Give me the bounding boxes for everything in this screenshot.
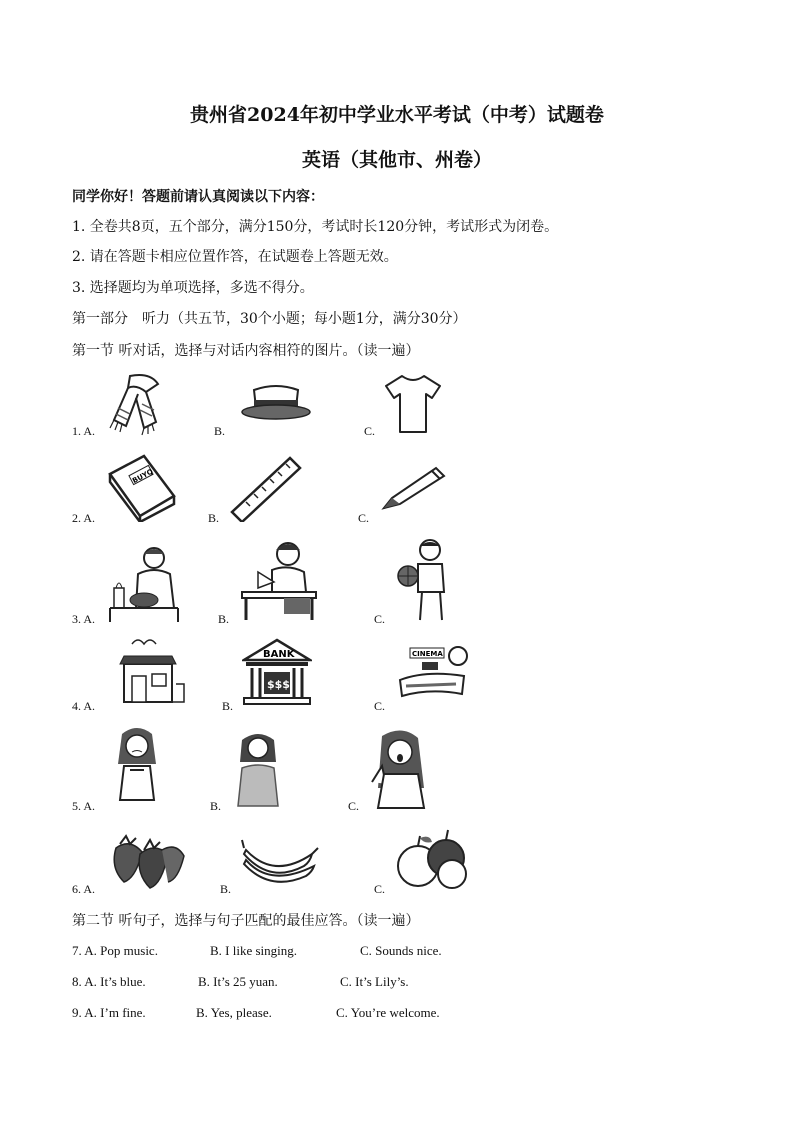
q3-label: 3. A. — [72, 612, 96, 626]
q1-option-b: B. — [214, 424, 226, 438]
page-title: 贵州省2024年初中学业水平考试（中考）试题卷 — [190, 104, 604, 126]
instruction-item: 3. 选择题均为单项选择，多选不得分。 — [72, 280, 314, 296]
q5-option-b: B. — [210, 799, 222, 813]
q3-option-c: C. — [374, 612, 386, 626]
tshirt-icon — [384, 372, 442, 436]
book-icon — [104, 452, 178, 522]
book-cover-label: BUYQ — [131, 467, 155, 485]
bank-icon — [242, 638, 312, 706]
pencil-icon — [378, 462, 450, 512]
girl-icon — [232, 728, 284, 808]
q1-label: 1. A. — [72, 424, 96, 438]
bank-sign: BANK — [263, 649, 295, 660]
strawberries-icon — [106, 828, 186, 892]
shop-icon — [110, 636, 186, 706]
q5-label: 5. A. — [72, 799, 96, 813]
section1-heading: 第一节 听对话，选择与对话内容相符的图片。（读一遍） — [72, 343, 420, 359]
bank-money-sign: $$$ — [267, 678, 290, 691]
q3-option-b: B. — [218, 612, 230, 626]
instruction-item: 2. 请在答题卡相应位置作答，在试题卷上答题无效。 — [72, 249, 398, 265]
instructions-greeting: 同学你好！答题前请认真阅读以下内容： — [72, 189, 324, 205]
q8-option-a: 8. A. It’s blue. — [72, 974, 146, 989]
cinema-icon — [396, 640, 470, 700]
q4-option-b: B. — [222, 699, 234, 713]
cooking-boy-icon — [106, 544, 182, 624]
q9-option-c: C. You’re welcome. — [336, 1005, 440, 1020]
sad-girl-icon — [110, 724, 164, 808]
hat-icon — [240, 382, 312, 424]
q5-option-c: C. — [348, 799, 360, 813]
q9-option-b: B. Yes, please. — [196, 1005, 272, 1020]
page-subtitle: 英语（其他市、州卷） — [301, 149, 492, 171]
q7-option-a: 7. A. Pop music. — [72, 943, 158, 958]
q6-option-b: B. — [220, 882, 232, 896]
ruler-icon — [228, 456, 304, 522]
q2-label: 2. A. — [72, 511, 96, 525]
part1-heading: 第一部分 听力（共五节，30个小题；每小题1分，满分30分） — [72, 311, 467, 327]
scarf-icon — [100, 370, 170, 436]
reading-boy-icon — [238, 538, 320, 622]
instruction-item: 1. 全卷共8页，五个部分，满分150分，考试时长120分钟，考试形式为闭卷。 — [72, 219, 559, 235]
q8-option-c: C. It’s Lily’s. — [340, 974, 409, 989]
q7-option-c: C. Sounds nice. — [360, 943, 442, 958]
q2-option-b: B. — [208, 511, 220, 525]
section2-heading: 第二节 听句子，选择与句子匹配的最佳应答。（读一遍） — [72, 913, 420, 929]
q6-label: 6. A. — [72, 882, 96, 896]
q7-option-b: B. I like singing. — [210, 943, 298, 958]
cinema-sign: CINEMA — [412, 650, 443, 658]
q2-option-c: C. — [358, 511, 370, 525]
bananas-icon — [240, 832, 320, 890]
q4-option-c: C. — [374, 699, 386, 713]
q4-label: 4. A. — [72, 699, 96, 713]
q8-option-b: B. It’s 25 yuan. — [198, 974, 278, 989]
surprised-girl-icon — [368, 728, 430, 810]
q9-option-a: 9. A. I’m fine. — [72, 1005, 146, 1020]
basketball-boy-icon — [394, 538, 454, 622]
q1-option-c: C. — [364, 424, 376, 438]
q6-option-c: C. — [374, 882, 386, 896]
apples-icon — [394, 826, 474, 892]
